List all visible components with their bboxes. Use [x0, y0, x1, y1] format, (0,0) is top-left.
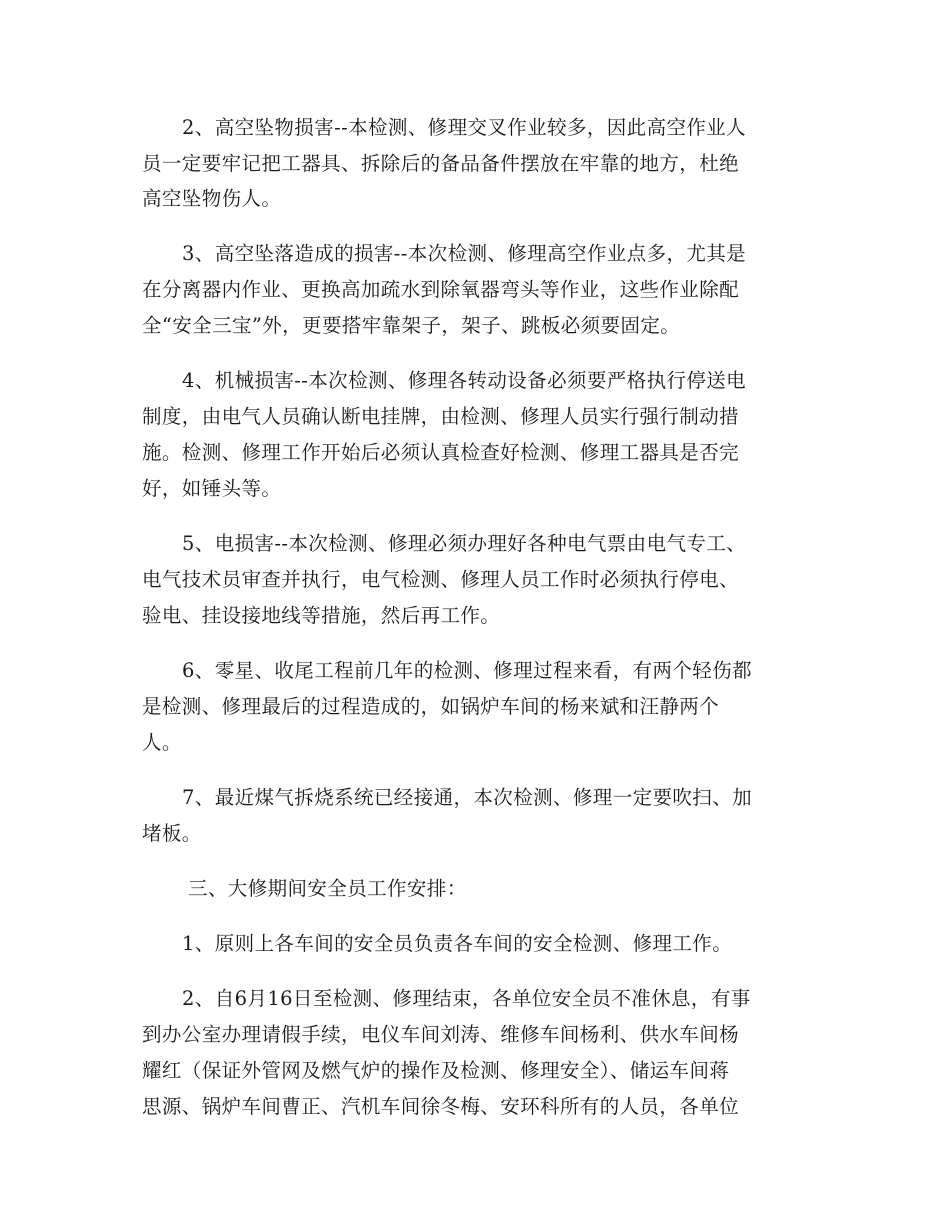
paragraph-2-line-3: 高空坠物伤人。: [142, 187, 282, 210]
paragraph-2-line-1: 2、高空坠物损害--本检测、修理交叉作业较多，因此高空作业人: [182, 116, 747, 139]
paragraph-6-line-1: 6、零星、收尾工程前几年的检测、修理过程来看，有两个轻伤都: [182, 659, 753, 682]
paragraph-7-line-2: 堵板。: [142, 822, 202, 845]
paragraph-5-line-1: 5、电损害--本次检测、修理必须办理好各种电气票由电气专工、: [182, 532, 747, 555]
paragraph-3-line-1: 3、高空坠落造成的损害--本次检测、修理高空作业点多，尤其是: [182, 242, 747, 265]
paragraph-6-line-2: 是检测、修理最后的过程造成的，如锅炉车间的杨来斌和汪静两个: [142, 695, 720, 718]
paragraph-4-line-4: 好，如锤头等。: [142, 477, 282, 500]
paragraph-4-line-1: 4、机械损害--本次检测、修理各转动设备必须要严格执行停送电: [182, 369, 747, 392]
section-3-heading: 三、大修期间安全员工作安排：: [188, 877, 467, 900]
paragraph-7-line-1: 7、最近煤气拆烧系统已经接通，本次检测、修理一定要吹扫、加: [182, 786, 753, 809]
item-1-line-1: 1、原则上各车间的安全员负责各车间的安全检测、修理工作。: [182, 932, 733, 955]
item-2-line-1: 2、自6月16日至检测、修理结束，各单位安全员不准休息，有事: [182, 987, 751, 1010]
paragraph-2-line-2: 员一定要牢记把工器具、拆除后的备品备件摆放在牢靠的地方，杜绝: [142, 152, 740, 175]
item-2-line-2: 到办公室办理请假手续，电仪车间刘涛、维修车间杨利、供水车间杨: [142, 1023, 740, 1046]
paragraph-5-line-3: 验电、挂设接地线等措施，然后再工作。: [142, 604, 501, 627]
paragraph-6-line-3: 人。: [142, 731, 182, 754]
item-2-line-3: 耀红（保证外管网及燃气炉的操作及检测、修理安全）、储运车间蒋: [142, 1059, 730, 1082]
paragraph-5-line-2: 电气技术员审查并执行，电气检测、修理人员工作时必须执行停电、: [142, 568, 740, 591]
item-2-line-4: 思源、锅炉车间曹正、汽机车间徐冬梅、安环科所有的人员，各单位: [142, 1095, 740, 1118]
paragraph-3-line-3: 全“安全三宝”外，更要搭牢靠架子，架子、跳板必须要固定。: [142, 314, 681, 337]
paragraph-4-line-2: 制度，由电气人员确认断电挂牌，由检测、修理人员实行强行制动措: [142, 405, 740, 428]
paragraph-4-line-3: 施。检测、修理工作开始后必须认真检查好检测、修理工器具是否完: [142, 441, 740, 464]
paragraph-3-line-2: 在分离器内作业、更换高加疏水到除氧器弯头等作业，这些作业除配: [142, 278, 740, 301]
